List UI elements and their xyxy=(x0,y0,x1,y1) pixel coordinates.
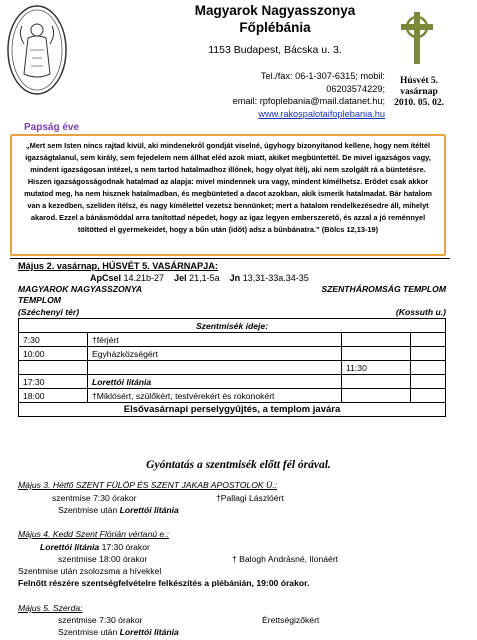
church-right: SZENTHÁROMSÁG TEMPLOM xyxy=(321,284,446,294)
tuesday-vespers: Szentmise után zsolozsma a hívekkel xyxy=(18,566,162,576)
year-title: Papság éve xyxy=(24,122,80,133)
tuesday-intention: † Balogh Andrásné, Ilonáért xyxy=(232,554,339,564)
readings: ApCsel 14.21b-27 Jel 21,1-5a Jn 13,31-33a.34-35 xyxy=(90,273,309,283)
mass-schedule-table xyxy=(18,318,446,417)
wednesday-litany: Szentmise után Lorettói litánia xyxy=(58,627,179,637)
day-wednesday-title: Május 5. Szerda: xyxy=(18,603,83,613)
sunday-heading: Május 2. vasárnap, HÚSVÉT 5. VASÁRNAPJA: xyxy=(18,261,218,271)
tuesday-mass: szentmise 18:00 órakor xyxy=(58,554,148,564)
monday-litany: Szentmise után Lorettói litánia xyxy=(58,505,179,515)
day-tuesday-title: Május 4. Kedd Szent Flórián vértanú e.: xyxy=(18,529,169,539)
monday-intention: †Pallagi Lászlóért xyxy=(216,493,284,503)
website-link[interactable]: www.rakospalotaifoplebania.hu xyxy=(258,108,385,119)
liturgical-date: Húsvét 5. vasárnap 2010. 05. 02. xyxy=(394,76,444,108)
table-row: 11:30 xyxy=(19,361,446,375)
table-row: 18:00 †Miklósért, szülőkért, testvérekért és rokonokért xyxy=(19,389,446,403)
divider xyxy=(10,258,450,259)
tuesday-litany: Lorettói litánia 17:30 órakor xyxy=(40,542,150,552)
confession-note: Gyóntatás a szentmisék előtt fél órával. xyxy=(146,459,331,471)
table-row: 17:30 Lorettói litánia xyxy=(19,375,446,389)
parish-seal-logo xyxy=(6,4,68,96)
church-left: MAGYAROK NAGYASSZONYA TEMPLOM xyxy=(18,284,143,305)
monday-mass: szentmise 7:30 órakor xyxy=(52,493,137,503)
table-row: 10:00 Egyházközségért xyxy=(19,347,446,361)
parish-address: 1153 Budapest, Bácska u. 3. xyxy=(208,44,342,56)
location-left: (Széchenyi tér) xyxy=(18,307,80,317)
location-right: (Kossuth u.) xyxy=(395,307,446,317)
celtic-cross-icon xyxy=(395,10,439,66)
wednesday-mass: szentmise 7:30 órakor xyxy=(58,615,143,625)
mass-header: Szentmisék ideje: xyxy=(19,319,446,333)
parish-contact: Tel./fax: 06-1-307-6315; mobil: 06203574229; email: rpfoplebania@mail.datanet.hu; www.rakospalotaifoplebania.hu xyxy=(195,70,385,120)
collection-note: Elsővasárnapi perselygyűjtés, a templom javára xyxy=(19,403,446,417)
tuesday-preparation: Felnőtt részére szentségfelvételre felkészítés a plébánián, 19:00 órakor. xyxy=(18,578,310,588)
scripture-quote: „Mert sem Isten nincs rajtad kívül, aki mindenekről gondját viselné, úgyhogy bizonyítanod kellene, hogy nem ítéltél igazságtalanul, sem király, sem fejedelem nem állhat eléd azok miatt, akiket megbüntettél. De mivel igazságos vagy, mindent igazságosan intézel, s nem tartod hatalmadhoz illőnek, hogy olyat ítélj, aki nem szolgált rá a büntetésre. Hiszen igazságosságodnak hatalmad az alapja: mivel mindennek ura vagy, mindent kímélhetsz. Erődet csak akkor mutatod meg, ha nem hisznek hatalmadban, és megbünteted a dacot azokban, akik ismerik hatalmadat. Bár hatalom van a kezedben, szelíden ítélsz, és nagy kímélettel vezetsz bennünket; mert a hatalom rendelkezésedre áll, mihelyt akarod. Ezzel a bánásmóddal arra tanítottad népedet, hogy az igaz legyen emberszerető, és azzal a jó reménnyel töltötted el gyermekeidet, hogy a bűn után (időt) adsz a bűnbánatra.” (Bölcs 12,13-19) xyxy=(10,134,446,256)
wednesday-intention: Érettségizőkért xyxy=(262,615,320,625)
parish-name: Magyarok Nagyasszonya Főplébánia xyxy=(194,3,356,35)
day-monday-title: Május 3. Hétfő SZENT FÜLÖP ÉS SZENT JAKAB APOSTOLOK Ü.: xyxy=(18,480,277,490)
table-row: 7:30 †férjért xyxy=(19,333,446,347)
